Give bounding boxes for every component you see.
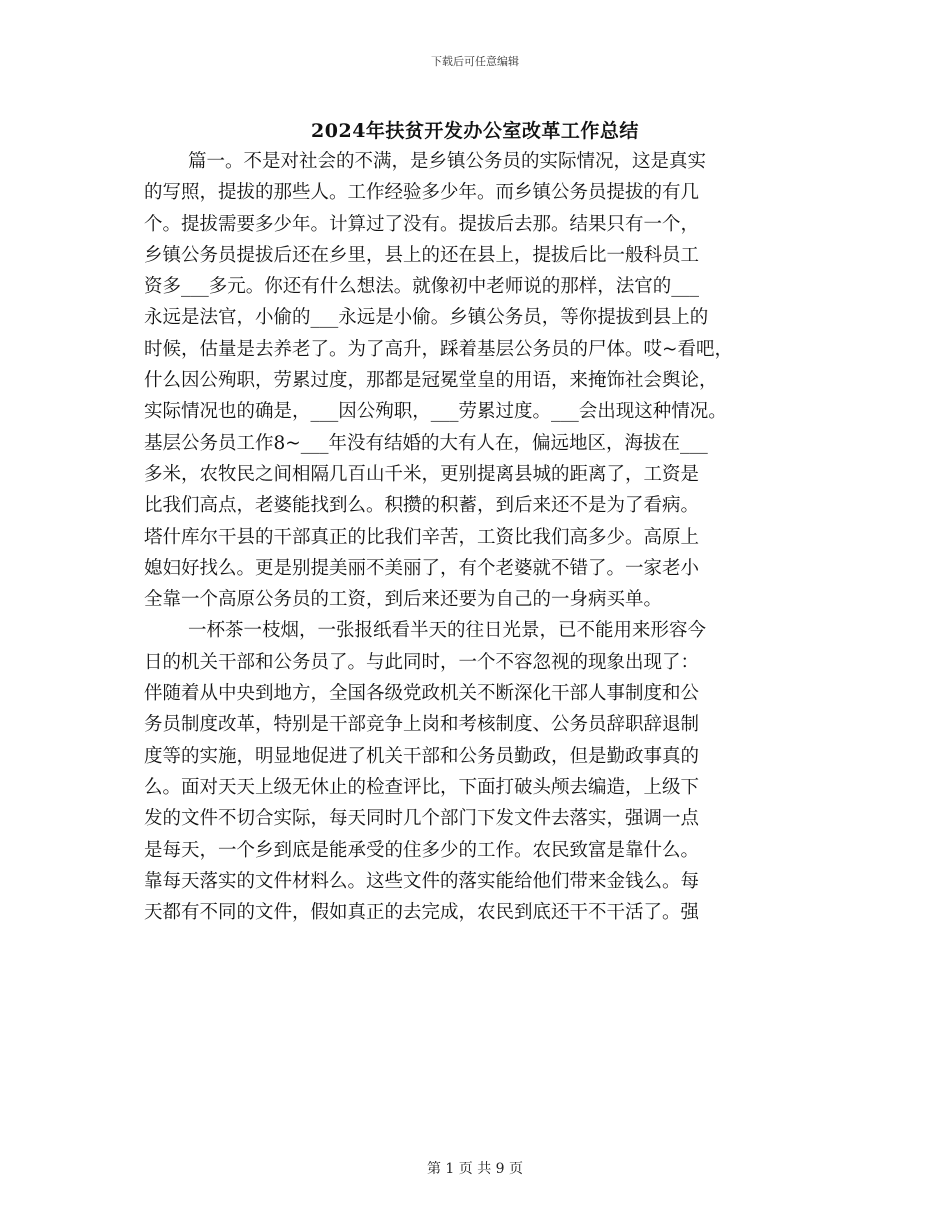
header-note: 下载后可任意编辑 [431, 55, 519, 68]
text-line: 靠每天落实的文件材料么。这些文件的落实能给他们带来金钱么。每 [144, 870, 700, 892]
text-line: 实际情况也的确是，___因公殉职，___劳累过度。___会出现这种情况。 [144, 401, 727, 423]
text-line: 日的机关干部和公务员了。与此同时，一个不容忽视的现象出现了： [144, 651, 700, 673]
page-number: 第 1 页 共 9 页 [426, 1161, 524, 1177]
text-line: 媳妇好找么。更是别提美丽不美丽了，有个老婆就不错了。一家老小 [144, 557, 700, 579]
text-line: 是每天，一个乡到底是能承受的住多少的工作。农民致富是靠什么。 [144, 839, 700, 861]
text-line: 务员制度改革，特别是干部竞争上岗和考核制度、公务员辞职辞退制 [144, 714, 700, 736]
text-line: 度等的实施，明显地促进了机关干部和公务员勤政，但是勤政事真的 [144, 745, 700, 767]
document-title: 2024年扶贫开发办公室改革工作总结 [311, 120, 639, 142]
text-line: 的写照，提拔的那些人。工作经验多少年。而乡镇公务员提拔的有几 [144, 182, 700, 204]
text-line: 塔什库尔干县的干部真正的比我们辛苦，工资比我们高多少。高原上 [144, 526, 700, 548]
text-line: 什么因公殉职，劳累过度，那都是冠冕堂皇的用语，来掩饰社会舆论， [144, 370, 718, 392]
text-line: 天都有不同的文件，假如真正的去完成，农民到底还干不干活了。强 [144, 902, 700, 924]
text-line: 个。提拔需要多少年。计算过了没有。提拔后去那。结果只有一个， [144, 213, 700, 235]
text-line: 多米，农牧民之间相隔几百山千米，更别提离县城的距离了，工资是 [144, 463, 700, 485]
text-line: 篇一。不是对社会的不满，是乡镇公务员的实际情况，这是真实 [188, 151, 707, 172]
text-line: 全靠一个高原公务员的工资，到后来还要为自己的一身病买单。 [144, 589, 663, 611]
text-line: 么。面对天天上级无休止的检查评比，下面打破头颅去编造，上级下 [144, 776, 700, 798]
text-line: 基层公务员工作8~___年没有结婚的大有人在，偏远地区，海拔在___ [144, 432, 708, 454]
text-line: 资多___多元。你还有什么想法。就像初中老师说的那样，法官的___ [144, 276, 700, 298]
document-body [144, 146, 814, 928]
text-line: 永远是法官，小偷的___永远是小偷。乡镇公务员，等你提拔到县上的 [144, 307, 709, 329]
text-line: 发的文件不切合实际，每天同时几个部门下发文件去落实，强调一点 [144, 808, 700, 830]
text-line: 比我们高点，老婆能找到么。积攒的积蓄，到后来还不是为了看病。 [144, 495, 700, 517]
text-line: 乡镇公务员提拔后还在乡里，县上的还在县上，提拔后比一般科员工 [144, 244, 700, 266]
paragraph-2 [144, 615, 814, 928]
text-line: 时候，估量是去养老了。为了高升，踩着基层公务员的尸体。哎~看吧， [144, 338, 734, 360]
text-line: 伴随着从中央到地方，全国各级党政机关不断深化干部人事制度和公 [144, 683, 700, 705]
paragraph-1 [144, 146, 814, 615]
text-line: 一杯茶一枝烟，一张报纸看半天的往日光景，已不能用来形容今 [188, 620, 707, 642]
